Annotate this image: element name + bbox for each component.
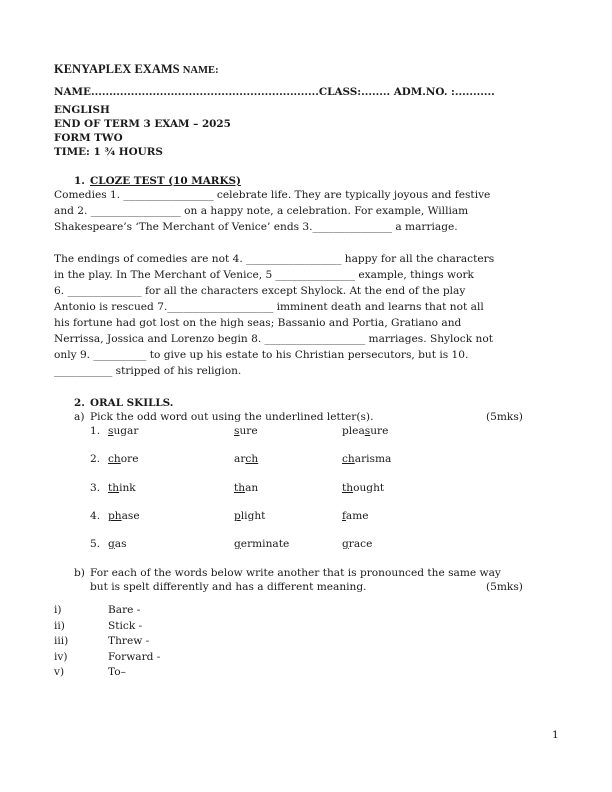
underlined-letters: g — [234, 538, 241, 550]
word-suffix: race — [348, 538, 373, 550]
underlined-letters: ch — [342, 453, 355, 465]
page-number: 1 — [552, 729, 559, 741]
homophone-word: Bare - — [108, 604, 141, 616]
school-name: KENYAPLEX EXAMS NAME: — [54, 62, 219, 76]
part-b-instruction-1: For each of the words below write another that is pronounced the same way — [90, 567, 501, 579]
form-level: FORM TWO — [54, 132, 123, 144]
underlined-letters: ch — [245, 453, 259, 465]
word-suffix: ure — [370, 425, 389, 437]
homophone-number: ii) — [54, 619, 65, 632]
word-suffix: ure — [239, 425, 258, 437]
underlined-letters: g — [342, 538, 349, 550]
homophone-word: Threw - — [108, 635, 150, 647]
odd-word-option — [108, 453, 138, 465]
word-prefix: ar — [234, 453, 246, 465]
odd-word-option — [234, 453, 258, 465]
exam-title: END OF TERM 3 EXAM – 2025 — [54, 118, 231, 130]
homophone-word: To– — [108, 666, 126, 678]
odd-word-option — [342, 510, 369, 522]
word-suffix: an — [245, 482, 259, 494]
homophone-number: i) — [54, 604, 62, 616]
homophone-number: iv) — [54, 650, 68, 663]
underlined-letters: p — [234, 510, 241, 522]
odd-word-option — [108, 538, 127, 550]
odd-word-option — [234, 425, 258, 437]
word-suffix: as — [114, 538, 127, 550]
cloze-line: only 9. __________ to give up his estate to his Christian persecutors, but is 10. — [54, 349, 469, 361]
homophone-number: v) — [54, 666, 65, 678]
underlined-letters: th — [342, 482, 354, 494]
underlined-letters: s — [234, 425, 240, 437]
word-prefix: plea — [342, 425, 365, 437]
word-row-number: 2. — [90, 453, 101, 465]
cloze-line: Antonio is rescued 7.____________________ imminent death and learns that not all — [54, 301, 484, 313]
homophone-word: Stick - — [108, 619, 143, 632]
word-suffix: arisma — [354, 453, 392, 465]
odd-word-option — [342, 453, 391, 465]
cloze-line: Nerrissa, Jossica and Lorenzo begin 8. ___________________ marriages. Shylock not — [54, 333, 493, 345]
part-b-label: b) — [74, 567, 85, 579]
underlined-letters: f — [342, 510, 346, 522]
cloze-line: his fortune had got lost on the high seas; Bassanio and Portia, Gratiano and — [54, 317, 462, 329]
part-b-marks: (5mks) — [486, 581, 523, 593]
underlined-letters: th — [108, 482, 120, 494]
homophone-word: Forward - — [108, 650, 161, 663]
odd-word-option — [342, 425, 388, 437]
cloze-line: ___________ stripped of his religion. — [54, 365, 242, 377]
part-a-instruction: Pick the odd word out using the underlined letter(s). — [90, 411, 374, 423]
word-suffix: ame — [345, 510, 369, 522]
subject: ENGLISH — [54, 104, 110, 116]
cloze-line: in the play. In The Merchant of Venice, 5 _______________ example, things work — [54, 269, 474, 281]
odd-word-option — [108, 510, 140, 522]
word-suffix: ought — [353, 482, 385, 494]
exam-time: TIME: 1 ¾ HOURS — [54, 146, 163, 158]
student-details-line: NAME...............................................................CLASS:........ ADM.NO. :........... — [54, 86, 495, 98]
odd-word-option — [234, 538, 289, 550]
odd-word-option — [342, 538, 372, 550]
cloze-line: Comedies 1. _________________ celebrate life. They are typically joyous and festive — [54, 189, 491, 201]
odd-word-option — [108, 425, 138, 437]
word-suffix: ore — [120, 453, 139, 465]
odd-word-option — [342, 482, 384, 494]
cloze-line: 6. ______________ for all the characters except Shylock. At the end of the play — [54, 285, 466, 297]
part-b-instruction-2: but is spelt differently and has a different meaning. — [90, 581, 367, 593]
underlined-letters: s — [108, 425, 114, 437]
word-row-number: 4. — [90, 510, 101, 522]
word-suffix: ink — [119, 482, 136, 494]
word-row-number: 1. — [90, 425, 101, 437]
section2-title: ORAL SKILLS. — [90, 397, 174, 409]
cloze-line: The endings of comedies are not 4. __________________ happy for all the characters — [54, 253, 495, 265]
word-suffix: ugar — [113, 425, 139, 437]
word-suffix: ase — [121, 510, 140, 522]
underlined-letters: s — [364, 425, 371, 437]
homophone-number: iii) — [54, 635, 69, 647]
cloze-line: and 2. _________________ on a happy note, a celebration. For example, William — [54, 205, 469, 217]
section1-title: CLOZE TEST (10 MARKS) — [90, 175, 241, 187]
word-row-number: 3. — [90, 482, 101, 494]
odd-word-option — [108, 482, 136, 494]
part-a-label: a) — [74, 411, 85, 423]
odd-word-option — [234, 510, 265, 522]
underlined-letters: ph — [108, 510, 122, 522]
cloze-line: Shakespeare’s ‘The Merchant of Venice’ ends 3._______________ a marriage. — [54, 221, 458, 233]
word-suffix: light — [240, 510, 266, 522]
odd-word-option — [234, 482, 258, 494]
cloze-paragraph-1 — [54, 188, 490, 235]
part-a-marks: (5mks) — [486, 411, 523, 423]
word-row-number: 5. — [90, 538, 101, 550]
underlined-letters: th — [234, 482, 246, 494]
cloze-paragraph-2 — [54, 252, 494, 379]
underlined-letters: ch — [108, 453, 121, 465]
word-suffix: erminate — [240, 538, 290, 550]
section1-number: 1. — [74, 175, 85, 187]
section2-number: 2. — [74, 397, 85, 409]
underlined-letters: g — [108, 538, 115, 550]
